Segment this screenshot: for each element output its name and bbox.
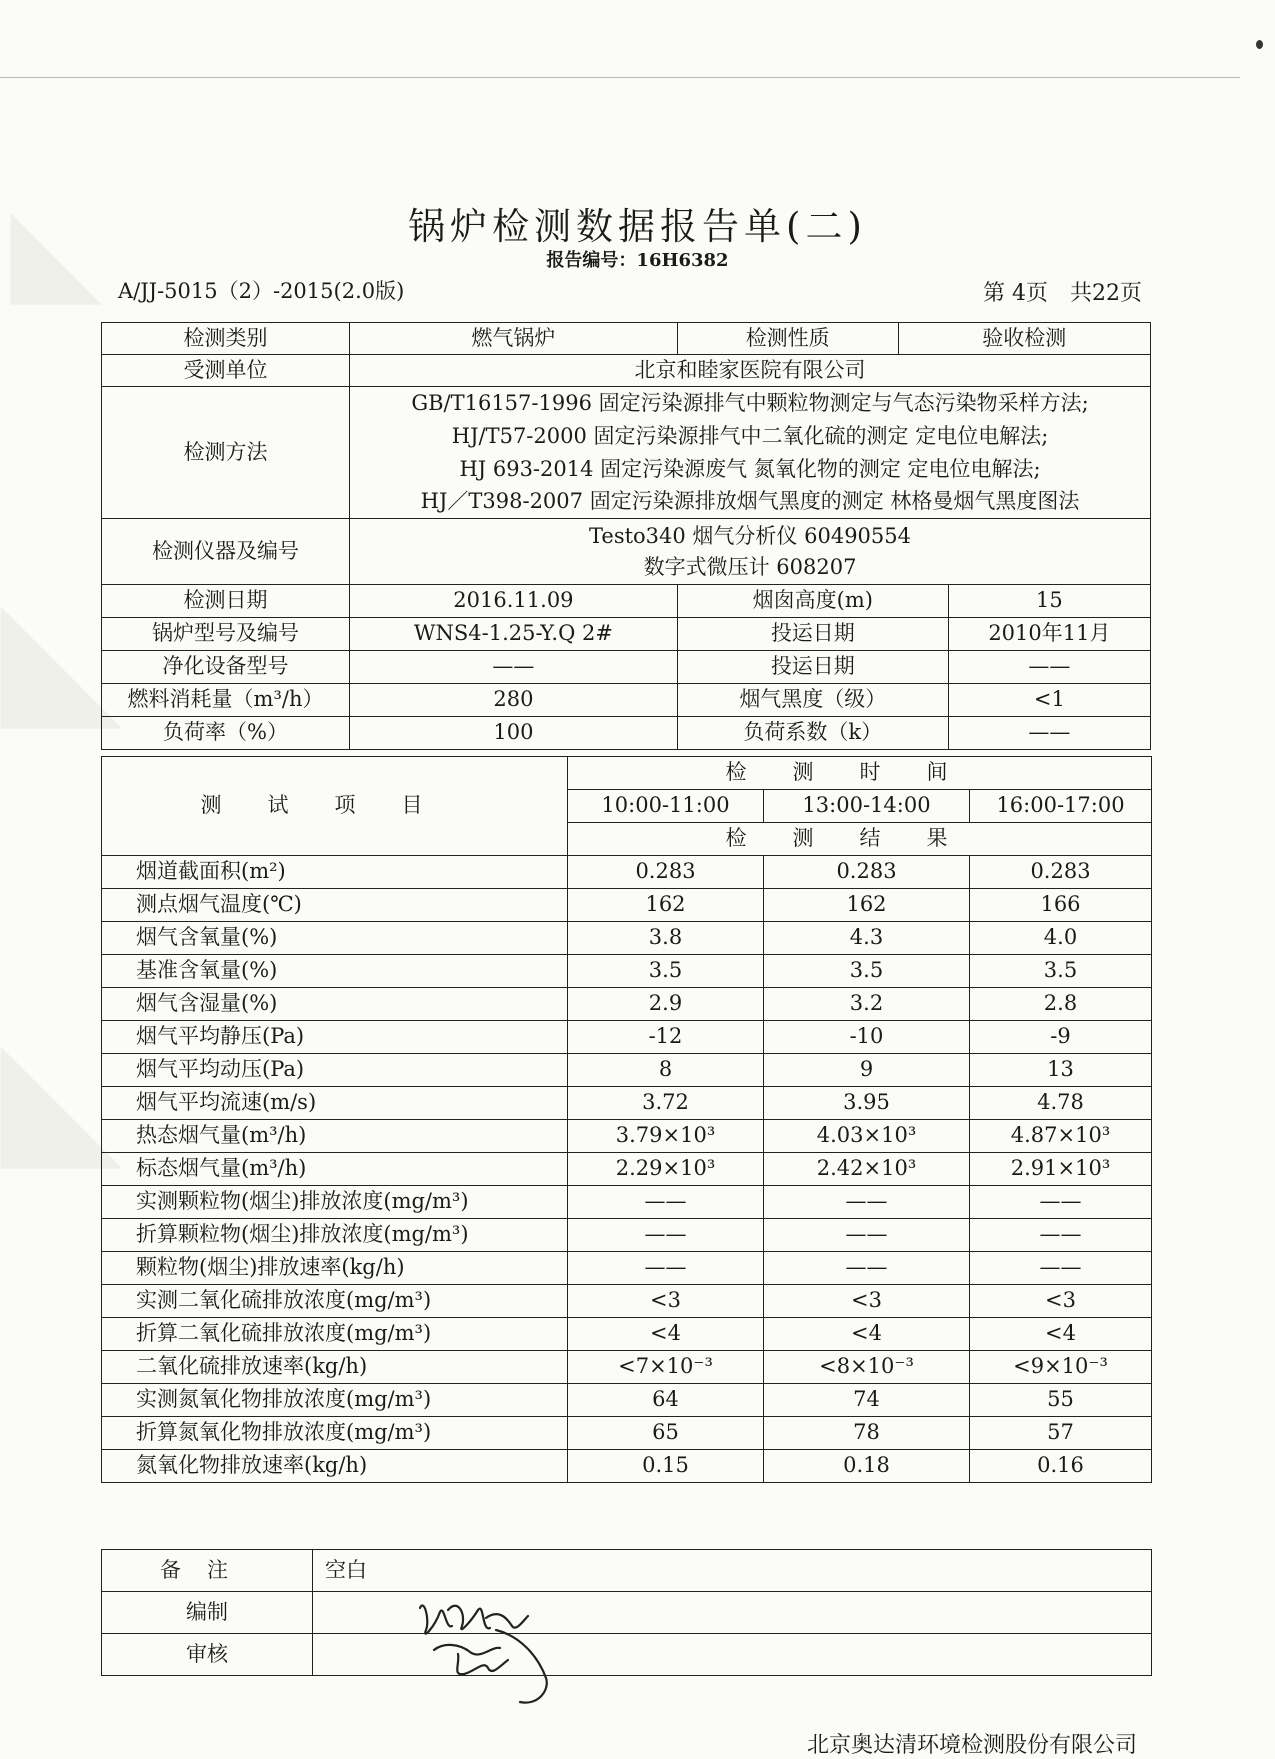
run-date-label: 投运日期 [677, 618, 948, 651]
table-row [102, 856, 1152, 889]
row-value: -9 [970, 1021, 1152, 1054]
document-code: A/JJ-5015（2）-2015(2.0版) [118, 279, 405, 303]
load-factor-label: 负荷系数（k） [677, 717, 948, 750]
instrument-list [350, 519, 1151, 585]
instrument-line: Testo340 烟气分析仪 60490554 [589, 524, 911, 549]
table-row [102, 1153, 1152, 1186]
results-table [101, 756, 1152, 1483]
row-value: <3 [764, 1285, 970, 1318]
result-header: 检测结果 [568, 823, 1152, 856]
table-row [102, 1186, 1152, 1219]
item-header: 测试项目 [102, 757, 568, 856]
report-number: 报告编号：16H6382 [546, 250, 729, 271]
date-label: 检测日期 [102, 585, 350, 618]
time-slot: 13:00-14:00 [764, 790, 970, 823]
method-line: HJ 693-2014 固定污染源废气 氮氧化物的测定 定电位电解法; [459, 456, 1041, 481]
row-item-name: 烟气含氧量(%) [102, 922, 568, 955]
review-label: 审核 [102, 1634, 313, 1676]
row-value: 3.5 [970, 955, 1152, 988]
row-item-name: 实测颗粒物(烟尘)排放浓度(mg/m³) [102, 1186, 568, 1219]
purify-value: —— [350, 651, 678, 684]
row-value: 3.79×10³ [568, 1120, 764, 1153]
row-item-name: 实测二氧化硫排放浓度(mg/m³) [102, 1285, 568, 1318]
fuel-label: 燃料消耗量（m³/h） [102, 684, 350, 717]
table-row [102, 1285, 1152, 1318]
model-value: WNS4-1.25-Y.Q 2# [350, 618, 678, 651]
unit-value: 北京和睦家医院有限公司 [350, 355, 1151, 387]
row-value: —— [764, 1186, 970, 1219]
row-value: —— [568, 1219, 764, 1252]
nature-value: 验收检测 [898, 323, 1150, 355]
row-value: 3.8 [568, 922, 764, 955]
handwritten-signature [400, 1590, 610, 1710]
run-date-label-2: 投运日期 [677, 651, 948, 684]
info-table [101, 322, 1151, 750]
table-row [102, 1417, 1152, 1450]
report-title: 锅炉检测数据报告单(二) [408, 205, 867, 248]
row-value: <4 [568, 1318, 764, 1351]
nature-label: 检测性质 [677, 323, 898, 355]
table-row [102, 1450, 1152, 1483]
row-item-name: 热态烟气量(m³/h) [102, 1120, 568, 1153]
row-value: 4.78 [970, 1087, 1152, 1120]
row-value: 2.29×10³ [568, 1153, 764, 1186]
time-header: 检测时间 [568, 757, 1152, 790]
table-row [102, 1252, 1152, 1285]
company-name: 北京奥达清环境检测股份有限公司 [806, 1733, 1137, 1758]
row-value: 2.8 [970, 988, 1152, 1021]
table-row [102, 1219, 1152, 1252]
row-item-name: 烟气平均动压(Pa) [102, 1054, 568, 1087]
row-value: —— [568, 1186, 764, 1219]
run-date-value-2: —— [948, 651, 1150, 684]
row-item-name: 颗粒物(烟尘)排放速率(kg/h) [102, 1252, 568, 1285]
note-label: 备注 [102, 1550, 313, 1592]
page-info: 第 4页 共22页 [983, 281, 1142, 306]
row-value: 57 [970, 1417, 1152, 1450]
row-value: 3.2 [764, 988, 970, 1021]
row-value: <4 [970, 1318, 1152, 1351]
row-value: 0.283 [764, 856, 970, 889]
fuel-value: 280 [350, 684, 678, 717]
table-row [102, 1054, 1152, 1087]
row-item-name: 烟气平均静压(Pa) [102, 1021, 568, 1054]
time-slot: 16:00-17:00 [970, 790, 1152, 823]
row-item-name: 基准含氧量(%) [102, 955, 568, 988]
table-row [102, 1120, 1152, 1153]
row-item-name: 氮氧化物排放速率(kg/h) [102, 1450, 568, 1483]
table-row [102, 1384, 1152, 1417]
row-value: 78 [764, 1417, 970, 1450]
row-value: —— [970, 1186, 1152, 1219]
remarks-table [101, 1549, 1152, 1676]
row-value: <8×10⁻³ [764, 1351, 970, 1384]
row-value: —— [970, 1252, 1152, 1285]
row-value: 0.283 [970, 856, 1152, 889]
row-value: 162 [568, 889, 764, 922]
row-value: 9 [764, 1054, 970, 1087]
row-value: —— [568, 1252, 764, 1285]
row-value: 166 [970, 889, 1152, 922]
load-label: 负荷率（%） [102, 717, 350, 750]
watermark-logo: ◣ [10, 180, 103, 319]
row-value: 0.18 [764, 1450, 970, 1483]
row-value: 0.283 [568, 856, 764, 889]
row-value: -12 [568, 1021, 764, 1054]
row-value: 4.87×10³ [970, 1120, 1152, 1153]
load-value: 100 [350, 717, 678, 750]
method-line: HJ／T398-2007 固定污染源排放烟气黑度的测定 林格曼烟气黑度图法 [420, 489, 1080, 514]
row-value: 13 [970, 1054, 1152, 1087]
row-value: 0.15 [568, 1450, 764, 1483]
row-value: 3.72 [568, 1087, 764, 1120]
row-item-name: 烟道截面积(m²) [102, 856, 568, 889]
run-date-value: 2010年11月 [948, 618, 1150, 651]
row-item-name: 折算二氧化硫排放浓度(mg/m³) [102, 1318, 568, 1351]
scan-mark [1256, 40, 1263, 49]
date-value: 2016.11.09 [350, 585, 678, 618]
table-row [102, 889, 1152, 922]
row-value: —— [764, 1252, 970, 1285]
row-value: 8 [568, 1054, 764, 1087]
instrument-label: 检测仪器及编号 [102, 519, 350, 585]
instrument-line: 数字式微压计 608207 [643, 554, 857, 579]
row-value: 4.0 [970, 922, 1152, 955]
table-row [102, 955, 1152, 988]
blackness-value: <1 [948, 684, 1150, 717]
method-line: GB/T16157-1996 固定污染源排气中颗粒物测定与气态污染物采样方法; [411, 391, 1089, 416]
row-value: 65 [568, 1417, 764, 1450]
row-value: 3.5 [764, 955, 970, 988]
table-row [102, 1318, 1152, 1351]
row-value: 64 [568, 1384, 764, 1417]
row-value: 74 [764, 1384, 970, 1417]
row-value: 162 [764, 889, 970, 922]
results-body [102, 757, 1152, 1483]
compile-label: 编制 [102, 1592, 313, 1634]
row-value: 3.95 [764, 1087, 970, 1120]
row-value: —— [764, 1219, 970, 1252]
chimney-label: 烟囱高度(m) [677, 585, 948, 618]
row-item-name: 烟气平均流速(m/s) [102, 1087, 568, 1120]
row-item-name: 标态烟气量(m³/h) [102, 1153, 568, 1186]
row-value: 2.9 [568, 988, 764, 1021]
model-label: 锅炉型号及编号 [102, 618, 350, 651]
row-value: 4.03×10³ [764, 1120, 970, 1153]
row-value: -10 [764, 1021, 970, 1054]
row-value: <3 [568, 1285, 764, 1318]
watermark-logo: ◣ [0, 560, 124, 747]
watermark-logo: ◣ [0, 1000, 124, 1187]
row-value: <7×10⁻³ [568, 1351, 764, 1384]
row-item-name: 折算颗粒物(烟尘)排放浓度(mg/m³) [102, 1219, 568, 1252]
row-value: <9×10⁻³ [970, 1351, 1152, 1384]
method-line: HJ/T57-2000 固定污染源排气中二氧化硫的测定 定电位电解法; [451, 423, 1049, 448]
row-value: 2.42×10³ [764, 1153, 970, 1186]
row-item-name: 折算氮氧化物排放浓度(mg/m³) [102, 1417, 568, 1450]
row-value: —— [970, 1219, 1152, 1252]
row-value: 55 [970, 1384, 1152, 1417]
row-value: <3 [970, 1285, 1152, 1318]
table-row [102, 988, 1152, 1021]
row-item-name: 测点烟气温度(℃) [102, 889, 568, 922]
load-factor-value: —— [948, 717, 1150, 750]
table-row [102, 1351, 1152, 1384]
method-list [350, 387, 1151, 519]
top-border-line [0, 77, 1240, 78]
table-row [102, 1021, 1152, 1054]
unit-label: 受测单位 [102, 355, 350, 387]
row-value: 0.16 [970, 1450, 1152, 1483]
row-value: <4 [764, 1318, 970, 1351]
table-row [102, 1087, 1152, 1120]
row-value: 3.5 [568, 955, 764, 988]
row-item-name: 实测氮氧化物排放浓度(mg/m³) [102, 1384, 568, 1417]
method-label: 检测方法 [102, 387, 350, 519]
chimney-value: 15 [948, 585, 1150, 618]
row-item-name: 烟气含湿量(%) [102, 988, 568, 1021]
type-label: 检测类别 [102, 323, 350, 355]
purify-label: 净化设备型号 [102, 651, 350, 684]
row-value: 4.3 [764, 922, 970, 955]
note-value: 空白 [313, 1550, 1152, 1592]
blackness-label: 烟气黑度（级） [677, 684, 948, 717]
table-row [102, 922, 1152, 955]
row-item-name: 二氧化硫排放速率(kg/h) [102, 1351, 568, 1384]
type-value: 燃气锅炉 [350, 323, 678, 355]
time-slot: 10:00-11:00 [568, 790, 764, 823]
row-value: 2.91×10³ [970, 1153, 1152, 1186]
